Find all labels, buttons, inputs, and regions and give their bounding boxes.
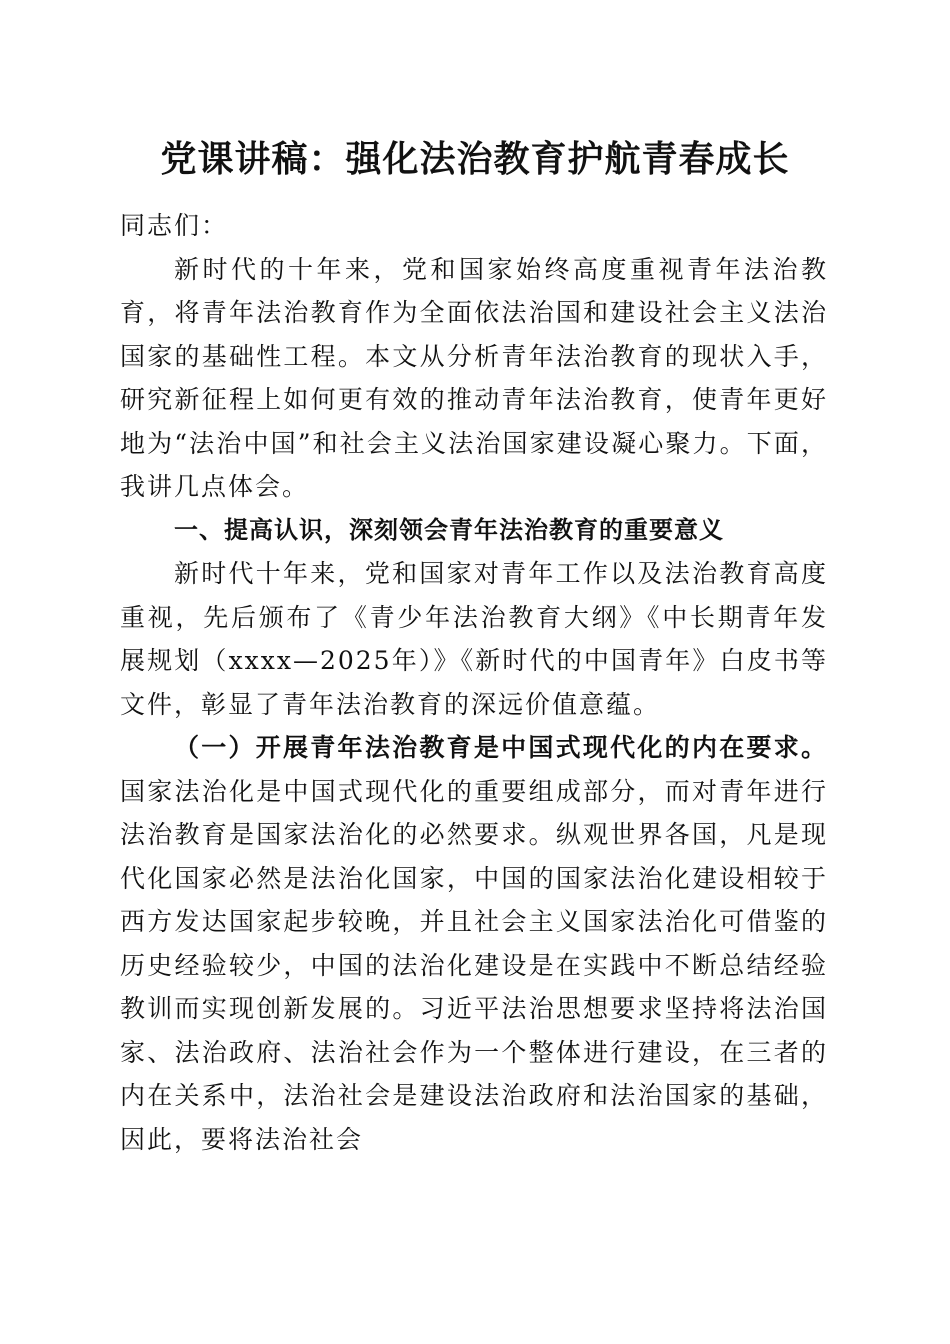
salutation: 同志们： bbox=[120, 211, 229, 240]
intro-paragraph: 新时代的十年来，党和国家始终高度重视青年法治教育，将青年法治教育作为全面依法治国和建设社会主义法治国家的基础性工程。本文从分析青年法治教育的现状入手，研究新征程上如何更有效的推动青年法治教育，使青年更好地为“法治中国”和社会主义法治国家建设凝心聚力。下面，我讲几点体会。 bbox=[120, 254, 828, 501]
section-paragraph: 新时代十年来，党和国家对青年工作以及法治教育高度重视，先后颁布了《青少年法治教育大纲》《中长期青年发展规划（xxxx—2025年）》《新时代的中国青年》白皮书等文件，彰显了青年法治教育的深远价值意蕴。 bbox=[120, 559, 828, 719]
point-body: 国家法治化是中国式现代化的重要组成部分，而对青年进行法治教育是国家法治化的必然要求。纵观世界各国，凡是现代化国家必然是法治化国家，中国的国家法治化建设相较于西方发达国家起步较晚，并且社会主义国家法治化可借鉴的历史经验较少，中国的法治化建设是在实践中不断总结经验教训而实现创新发展的。习近平法治思想要求坚持将法治国家、法治政府、法治社会作为一个整体进行建设，在三者的内在关系中，法治社会是建设法治政府和法治国家的基础，因此，要将法治社会 bbox=[120, 776, 828, 1154]
document-body bbox=[120, 204, 828, 1161]
section-heading: 一、提高认识，深刻领会青年法治教育的重要意义 bbox=[174, 515, 724, 544]
document-title: 党课讲稿：强化法治教育护航青春成长 bbox=[160, 139, 790, 180]
point-paragraph bbox=[120, 726, 828, 1161]
point-heading: （一）开展青年法治教育是中国式现代化的内在要求。 bbox=[174, 733, 828, 762]
